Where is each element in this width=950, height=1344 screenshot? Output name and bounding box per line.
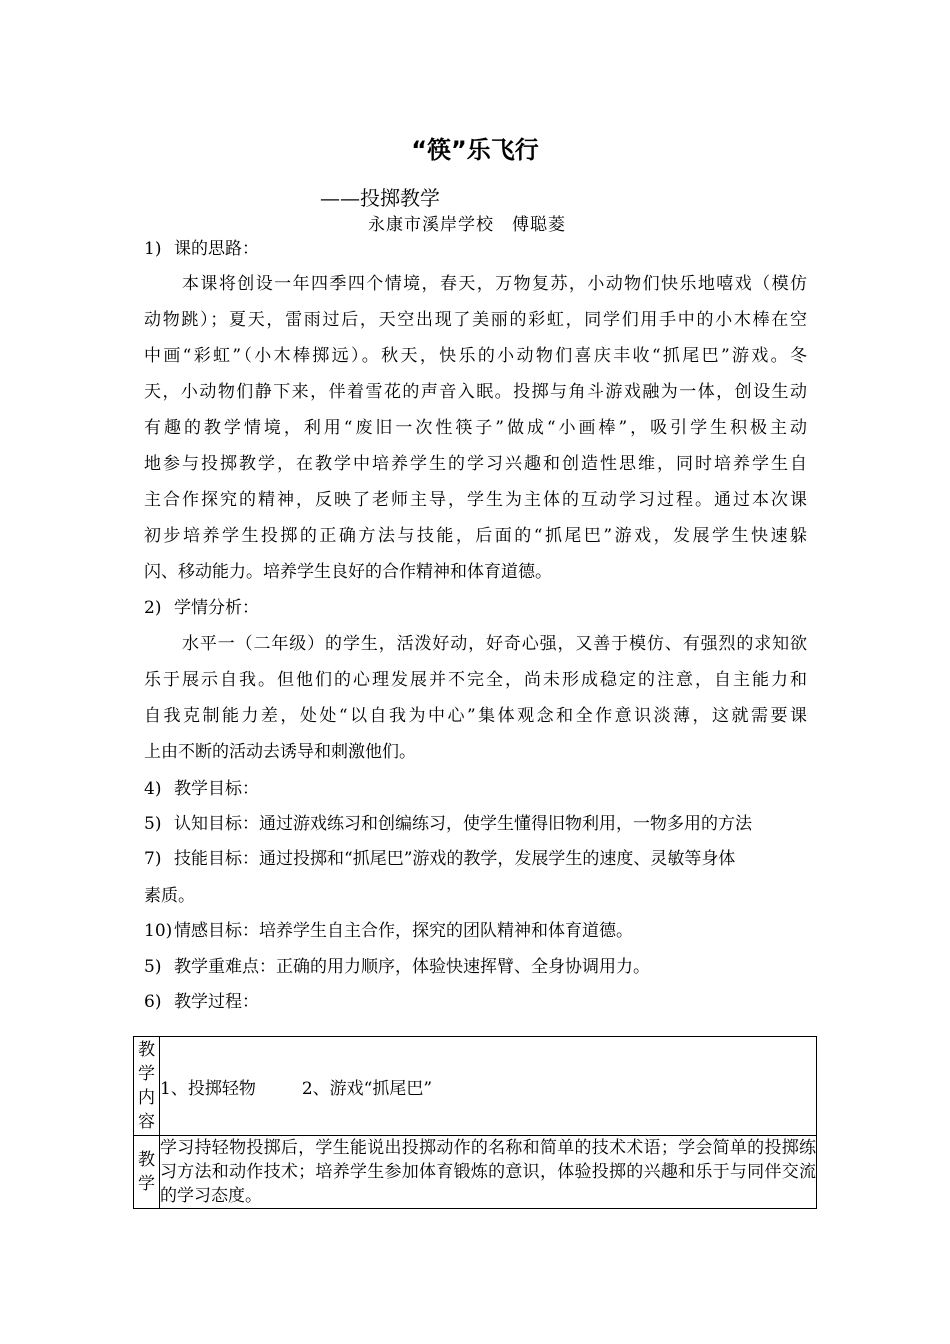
paragraph-line: 初步培养学生投掷的正确方法与技能，后面的“抓尾巴”游戏，发展学生快速躲: [144, 526, 807, 546]
goals-cell: 学习持轻物投掷后，学生能说出投掷动作的名称和简单的技术术语；学会简单的投掷练习方法和动作技术；培养学生参加体育锻炼的意识，体验投掷的兴趣和乐于与同伴交流的学习态度。: [160, 1136, 817, 1209]
lesson-plan-table: [133, 1036, 817, 1209]
goal-emotion: 10) 情感目标：培养学生自主合作，探究的团队精神和体育道德。: [144, 921, 633, 941]
document-subtitle: ——投掷教学: [320, 186, 440, 210]
section-heading-process: 6) 教学过程：: [144, 992, 259, 1012]
paragraph-line: 乐于展示自我。但他们的心理发展并不完全，尚未形成稳定的注意，自主能力和: [144, 670, 807, 690]
paragraph-line: 天，小动物们静下来，伴着雪花的声音入眠。投掷与角斗游戏融为一体，创设生动: [144, 382, 807, 402]
goal-skill-continued: 素质。: [144, 886, 195, 906]
goal-cognitive: 5) 认知目标：通过游戏练习和创编练习，使学生懂得旧物利用，一物多用的方法: [144, 814, 752, 834]
paragraph-line: 水平一（二年级）的学生，活泼好动，好奇心强，又善于模仿、有强烈的求知欲: [182, 634, 807, 654]
row-label-content: 教 学 内 容: [134, 1037, 160, 1136]
paragraph-line: 本课将创设一年四季四个情境，春天，万物复苏，小动物们快乐地嘻戏（模仿: [182, 274, 807, 294]
paragraph-line: 动物跳）；夏天，雷雨过后，天空出现了美丽的彩虹，同学们用手中的小木棒在空: [144, 310, 807, 330]
goal-skill: 7) 技能目标：通过投掷和“抓尾巴”游戏的教学，发展学生的速度、灵敏等身体: [144, 849, 736, 869]
table-row: [134, 1136, 817, 1209]
document-title: “筷”乐飞行: [411, 136, 539, 164]
paragraph-line: 有趣的教学情境，利用“废旧一次性筷子”做成“小画棒”，吸引学生积极主动: [144, 418, 807, 438]
paragraph-line: 地参与投掷教学，在教学中培养学生的学习兴趣和创造性思维，同时培养学生自: [144, 454, 807, 474]
paragraph-line: 闪、移动能力。培养学生良好的合作精神和体育道德。: [144, 562, 552, 582]
row-label-goals: 教 学: [134, 1136, 160, 1209]
table-row: [134, 1037, 817, 1136]
paragraph-line: 自我克制能力差，处处“以自我为中心”集体观念和全作意识淡薄，这就需要课: [144, 706, 807, 726]
paragraph-line: 主合作探究的精神，反映了老师主导，学生为主体的互动学习过程。通过本次课: [144, 490, 807, 510]
paragraph-line: 上由不断的活动去诱导和刺激他们。: [144, 742, 416, 762]
author-line: 永康市溪岸学校 傅聪菱: [368, 215, 566, 235]
section-heading-2: 2) 学情分析：: [144, 598, 259, 618]
section-heading-goals: 4) 教学目标：: [144, 779, 259, 799]
paragraph-line: 中画“彩虹”（小木棒掷远）。秋天，快乐的小动物们喜庆丰收“抓尾巴”游戏。冬: [144, 346, 807, 366]
key-difficulties: 5) 教学重难点：正确的用力顺序，体验快速挥臂、全身协调用力。: [144, 957, 650, 977]
section-heading-1: 1) 课的思路：: [144, 239, 259, 259]
content-cell: 1、投掷轻物 2、游戏“抓尾巴”: [160, 1037, 817, 1136]
